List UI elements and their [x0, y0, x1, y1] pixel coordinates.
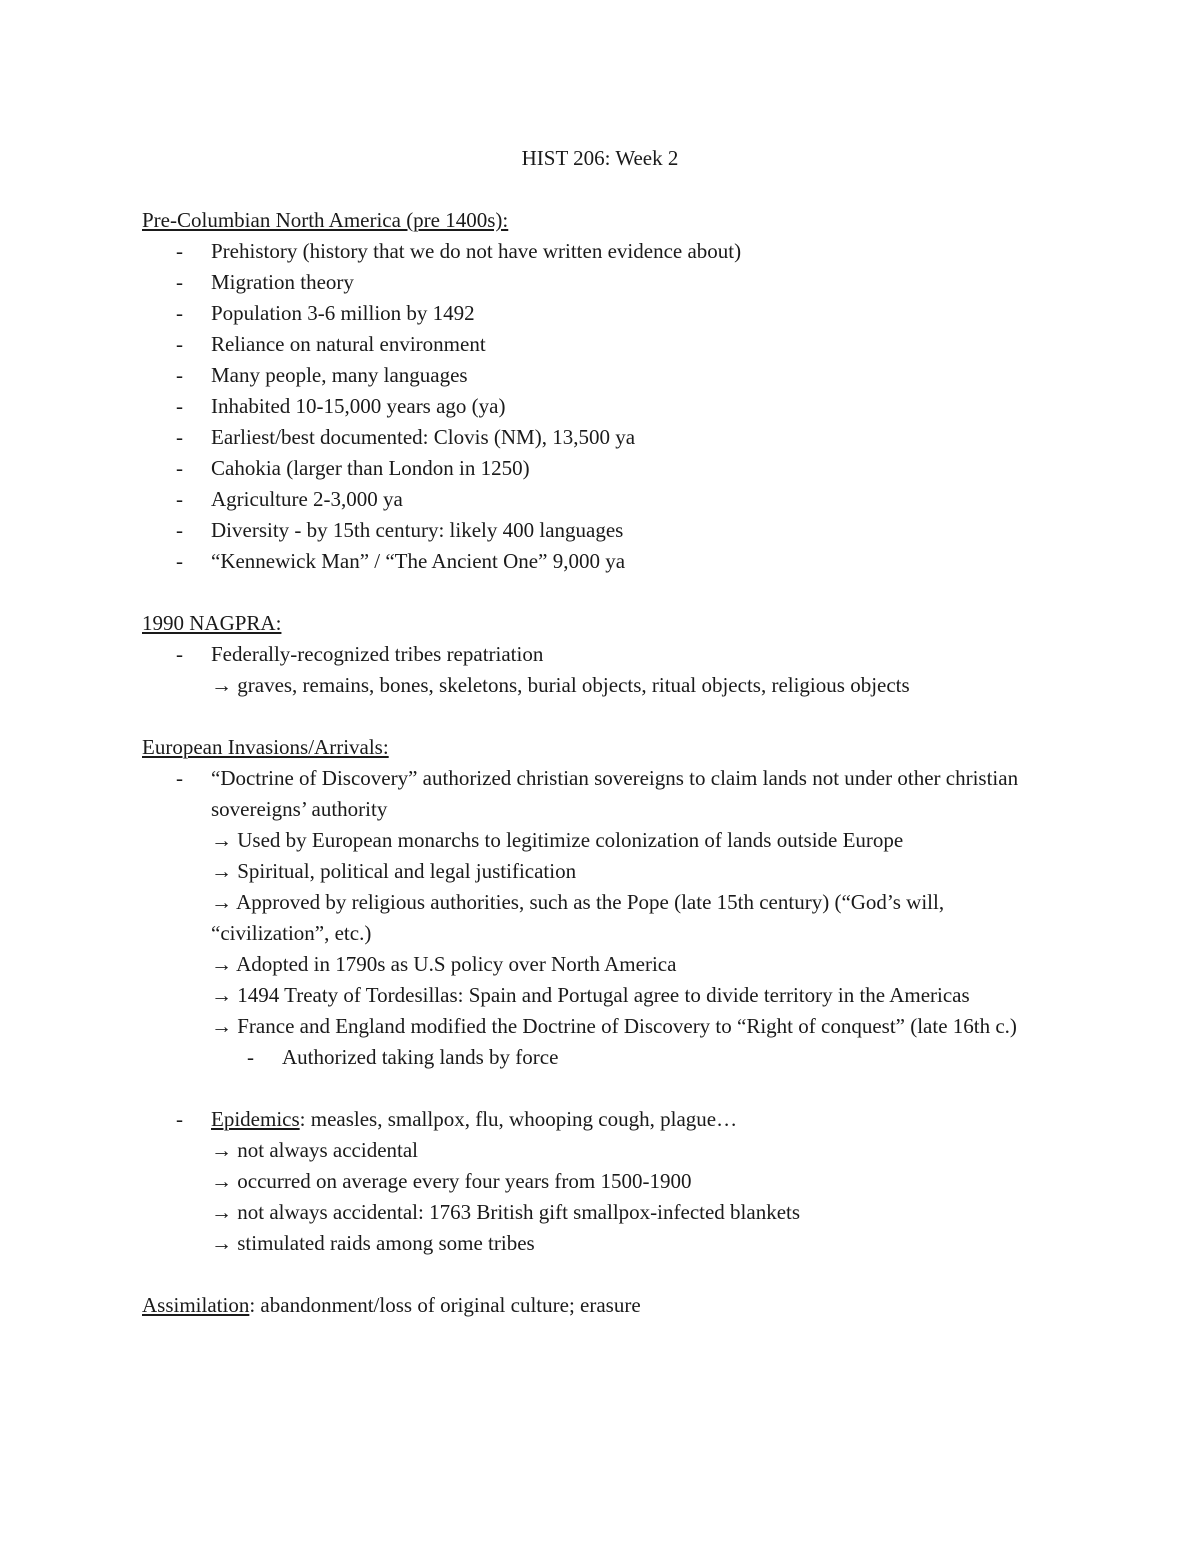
bullet-dash: -: [247, 1045, 254, 1069]
bullet-dash: -: [176, 518, 183, 542]
section-heading-nagpra: 1990 NAGPRA:: [142, 611, 282, 635]
list-item-text: Prehistory (history that we do not have written evidence about): [211, 239, 742, 263]
bullet-dash: -: [176, 487, 183, 511]
bullet-dash: -: [176, 394, 183, 418]
arrow-note: → occurred on average every four years from 1500-1900: [211, 1169, 692, 1193]
epidemics-label: Epidemics: [211, 1107, 300, 1131]
notes-content: [142, 205, 1062, 1352]
bullet-dash: -: [176, 766, 183, 790]
list-item: [142, 1104, 1062, 1135]
list-item-text: Earliest/best documented: Clovis (NM), 13,500 ya: [211, 425, 636, 449]
bullet-dash: -: [176, 363, 183, 387]
list-item-text: Migration theory: [211, 270, 354, 294]
list-item: [142, 515, 1062, 546]
spacer: [142, 1073, 1062, 1104]
bullet-dash: -: [176, 301, 183, 325]
list-item: [142, 267, 1062, 298]
bullet-dash: -: [176, 425, 183, 449]
list-item: [142, 546, 1062, 577]
list-item: [142, 484, 1062, 515]
list-item-text: Many people, many languages: [211, 363, 468, 387]
list-item-text: Agriculture 2-3,000 ya: [211, 487, 403, 511]
arrow-note: → not always accidental: [211, 1138, 419, 1162]
epidemics-text: : measles, smallpox, flu, whooping cough, plague…: [299, 1107, 738, 1131]
assimilation-label: Assimilation: [142, 1293, 250, 1317]
section-nagpra: [142, 608, 1062, 701]
list-item-text: Population 3-6 million by 1492: [211, 301, 475, 325]
arrow-note: → 1494 Treaty of Tordesillas: Spain and Portugal agree to divide territory in the Americas: [211, 983, 970, 1007]
list-item-text: Cahokia (larger than London in 1250): [211, 456, 530, 480]
arrow-note: → stimulated raids among some tribes: [211, 1231, 535, 1255]
list-item: [142, 639, 1062, 670]
bullet-dash: -: [176, 1107, 183, 1131]
arrow-note: → France and England modified the Doctrine of Discovery to “Right of conquest” (late 16th c.): [211, 1014, 1017, 1038]
list-item-text: Inhabited 10-15,000 years ago (ya): [211, 394, 506, 418]
bullet-dash: -: [176, 239, 183, 263]
list-item-text: Diversity - by 15th century: likely 400 languages: [211, 518, 624, 542]
sub-list-item-text: Authorized taking lands by force: [282, 1045, 559, 1069]
arrow-note: → Adopted in 1790s as U.S policy over North America: [211, 952, 677, 976]
list-item: [142, 236, 1062, 267]
list-item: [142, 298, 1062, 329]
list-item-text: “Kennewick Man” / “The Ancient One” 9,000 ya: [211, 549, 626, 573]
arrow-note: → graves, remains, bones, skeletons, burial objects, ritual objects, religious objects: [211, 673, 910, 697]
arrow-note: → Used by European monarchs to legitimize colonization of lands outside Europe: [211, 828, 904, 852]
list-item-text: Reliance on natural environment: [211, 332, 486, 356]
bullet-dash: -: [176, 332, 183, 356]
section-assimilation: [142, 1290, 1062, 1321]
list-item: [142, 453, 1062, 484]
bullet-dash: -: [176, 270, 183, 294]
list-item: [142, 329, 1062, 360]
bullet-dash: -: [176, 456, 183, 480]
bullet-dash: -: [176, 549, 183, 573]
assimilation-text: : abandonment/loss of original culture; erasure: [249, 1293, 641, 1317]
arrow-note: → Spiritual, political and legal justification: [211, 859, 577, 883]
list-item: [142, 360, 1062, 391]
section-heading-european: European Invasions/Arrivals:: [142, 735, 389, 759]
arrow-note: → not always accidental: 1763 British gift smallpox-infected blankets: [211, 1200, 801, 1224]
list-item-text: “Doctrine of Discovery” authorized christian sovereigns to claim lands not under other christian sovereigns’ authority: [211, 766, 1019, 821]
bullet-dash: -: [176, 642, 183, 666]
list-item: [142, 422, 1062, 453]
section-pre-columbian: [142, 205, 1062, 577]
list-item: [142, 763, 1062, 825]
section-european: [142, 732, 1062, 1259]
page-title: HIST 206: Week 2: [521, 146, 679, 170]
list-item: [142, 391, 1062, 422]
arrow-note: → Approved by religious authorities, such as the Pope (late 15th century) (“God’s will, “civilization”, etc.): [211, 890, 945, 945]
section-heading-pre-columbian: Pre-Columbian North America (pre 1400s):: [142, 208, 509, 232]
sub-list-item: [142, 1042, 1062, 1073]
list-item-text: Federally-recognized tribes repatriation: [211, 642, 544, 666]
